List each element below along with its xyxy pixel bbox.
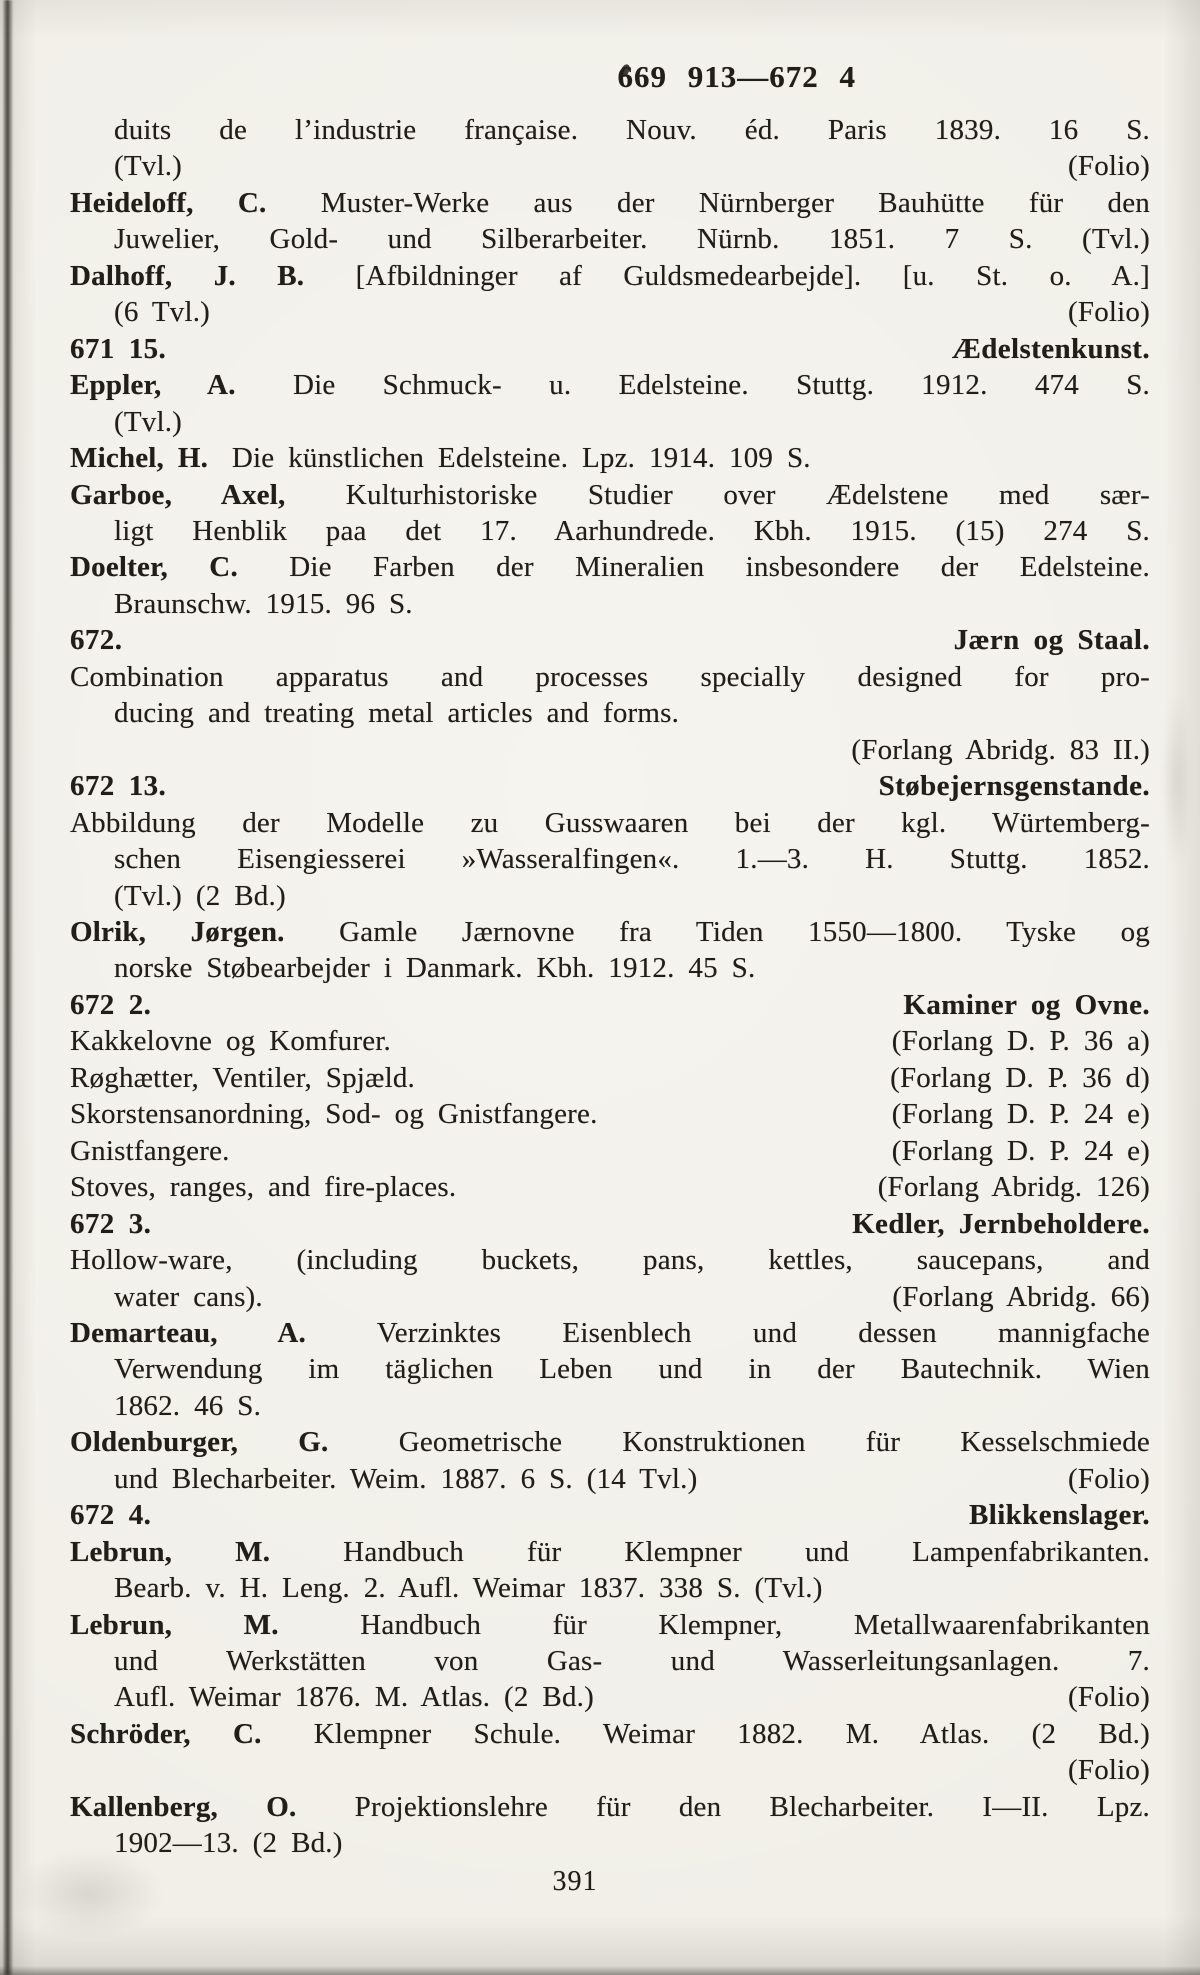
bib-line-text: und Blecharbeiter. Weim. 1887. 6 S. (14 Tvl.) <box>114 1462 698 1495</box>
page-number: 391 <box>552 1866 598 1897</box>
bib-author: Demarteau, A. <box>70 1316 307 1349</box>
bib-line-text: water cans). <box>114 1280 263 1313</box>
bib-entry-line <box>70 1789 1150 1825</box>
bib-entry-line <box>70 1388 1150 1424</box>
bib-entry-line <box>70 1315 1150 1351</box>
bib-author: Lebrun, M. <box>70 1535 271 1568</box>
section-title: Kedler, Jernbeholdere. <box>852 1207 1150 1240</box>
bib-line-text: Aufl. Weimar 1876. M. Atlas. (2 Bd.) <box>114 1681 594 1714</box>
bib-author: Garboe, Axel, <box>70 478 286 511</box>
bib-reference: (Forlang D. P. 36 a) <box>891 1025 1150 1058</box>
bib-line-text: Muster-Werke aus der Nürnberger Bauhütte für den <box>320 186 1150 219</box>
bib-entry-line <box>70 258 1150 294</box>
section-heading <box>70 331 1150 367</box>
bib-reference: (Forlang D. P. 24 e) <box>891 1134 1150 1167</box>
section-title: Jærn og Staal. <box>953 624 1150 657</box>
bib-line-text: Handbuch für Klempner, Metallwaarenfabrikanten <box>360 1608 1150 1641</box>
bib-reference: (Folio) <box>1068 1462 1150 1495</box>
section-number: 672 2. <box>70 988 152 1021</box>
bib-line-split <box>70 1279 1150 1315</box>
bib-line-text: Die künstlichen Edelsteine. Lpz. 1914. 109 S. <box>231 442 811 475</box>
bib-line-text: Combination apparatus and processes specially designed for pro- <box>70 660 1150 693</box>
bib-author: Eppler, A. <box>70 369 236 402</box>
bib-line-split <box>70 1023 1150 1059</box>
bib-line-text: (Tvl.) <box>114 405 183 438</box>
bib-line-text: Kakkelovne og Komfurer. <box>70 1025 391 1058</box>
bib-line-text: Gamle Jærnovne fra Tiden 1550—1800. Tyske og <box>339 915 1150 948</box>
bib-entry-line <box>70 841 1150 877</box>
bib-entry-line <box>70 805 1150 841</box>
bib-line-text: und Werkstätten von Gas- und Wasserleitungsanlagen. 7. <box>114 1645 1150 1678</box>
bib-line-text: 1902—13. (2 Bd.) <box>114 1827 343 1860</box>
bib-entry-line <box>70 1716 1150 1752</box>
bib-entry-line <box>70 1643 1150 1679</box>
section-title: Støbejernsgenstande. <box>878 770 1150 803</box>
bib-line-split <box>70 1060 1150 1096</box>
section-title: Ædelstenkunst. <box>951 332 1150 365</box>
bib-line-text: Verzinktes Eisenblech und dessen mannigfache <box>376 1316 1151 1349</box>
bib-line-split <box>70 1133 1150 1169</box>
bib-author: Schröder, C. <box>70 1717 262 1750</box>
bib-entry-line <box>70 1351 1150 1387</box>
bib-line-text: (Tvl.) <box>114 150 183 183</box>
bib-author: Michel, H. <box>70 442 209 475</box>
bib-entry-line <box>70 477 1150 513</box>
bib-line-text: Abbildung der Modelle zu Gusswaaren bei der kgl. Würtemberg- <box>70 806 1150 839</box>
bib-author: Olrik, Jørgen. <box>70 915 285 948</box>
bib-entry-line <box>70 1607 1150 1643</box>
bib-line-split <box>70 294 1150 330</box>
bib-entry-line <box>70 185 1150 221</box>
section-heading <box>70 987 1150 1023</box>
bib-reference: (Folio) <box>1068 150 1150 183</box>
scan-gutter-shadow <box>3 0 13 1975</box>
bib-line-split <box>70 1169 1150 1205</box>
bib-entry-line <box>70 1424 1150 1460</box>
page-content <box>70 57 1150 1862</box>
bib-line-text: Stoves, ranges, and fire-places. <box>70 1171 457 1204</box>
bib-author: Doelter, C. <box>70 551 238 584</box>
section-number: 672 4. <box>70 1499 152 1532</box>
bib-entry-line <box>70 221 1150 257</box>
bib-line-text: Projektionslehre für den Blecharbeiter. I—II. Lpz. <box>354 1790 1150 1823</box>
bib-line-text: Skorstensanordning, Sod- og Gnistfangere. <box>70 1098 598 1131</box>
bib-reference-line <box>70 732 1150 768</box>
bib-line-text: Geometrische Konstruktionen für Kesselschmiede <box>398 1426 1150 1459</box>
bib-line-text: Die Farben der Mineralien insbesondere der Edelsteine. <box>289 551 1150 584</box>
bib-line-text: Bearb. v. H. Leng. 2. Aufl. Weimar 1837. 338 S. (Tvl.) <box>114 1572 823 1605</box>
bib-line-text: (Tvl.) (2 Bd.) <box>114 879 286 912</box>
section-title: Kaminer og Ovne. <box>903 988 1150 1021</box>
bib-entry-line <box>70 659 1150 695</box>
section-heading <box>70 622 1150 658</box>
section-heading <box>70 1497 1150 1533</box>
scan-bottom-shadow <box>0 1966 1200 1975</box>
section-title: Blikkenslager. <box>969 1499 1150 1532</box>
section-number: 672. <box>70 624 123 657</box>
bib-author: Oldenburger, G. <box>70 1426 329 1459</box>
bib-entry-line <box>70 1242 1150 1278</box>
bib-line-text: Gnistfangere. <box>70 1134 230 1167</box>
bib-reference: (Forlang Abridg. 126) <box>877 1171 1150 1204</box>
bib-author: Heideloff, C. <box>70 186 267 219</box>
bib-line-text: Kulturhistoriske Studier over Ædelstene med sær- <box>345 478 1150 511</box>
bib-line-text: Die Schmuck- u. Edelsteine. Stuttg. 1912. 474 S. <box>292 369 1150 402</box>
bib-line-text: (6 Tvl.) <box>114 296 211 329</box>
bib-line-text: 1862. 46 S. <box>114 1389 262 1422</box>
section-number: 672 13. <box>70 770 167 803</box>
bib-line-text: ligt Henblik paa det 17. Aarhundrede. Kbh. 1915. (15) 274 S. <box>114 514 1150 547</box>
bib-entry-line <box>70 367 1150 403</box>
bib-line-text: Handbuch für Klempner und Lampenfabrikanten. <box>343 1535 1150 1568</box>
bib-entry-line <box>70 1534 1150 1570</box>
bib-line-split <box>70 1679 1150 1715</box>
section-heading <box>70 768 1150 804</box>
bib-entry-line <box>70 914 1150 950</box>
bib-line-text: Juwelier, Gold- und Silberarbeiter. Nürnb. 1851. 7 S. (Tvl.) <box>114 223 1150 256</box>
bib-line-split <box>70 1096 1150 1132</box>
bib-reference: (Folio) <box>1068 1681 1150 1714</box>
bib-reference: (Forlang Abridg. 83 II.) <box>851 733 1150 766</box>
bib-line-text: Verwendung im täglichen Leben und in der Bautechnik. Wien <box>114 1353 1150 1386</box>
bib-line-split <box>70 148 1150 184</box>
bib-entry-line <box>70 1825 1150 1861</box>
bib-entry-line <box>70 440 1150 476</box>
section-number: 671 15. <box>70 332 167 365</box>
running-head-classification: 669 913—672 4 <box>617 59 856 94</box>
scan-smudge <box>1162 690 1192 870</box>
bib-line-text: schen Eisengiesserei »Wasseralfingen«. 1.—3. H. Stuttg. 1852. <box>114 843 1150 876</box>
bib-author: Dalhoff, J. B. <box>70 259 305 292</box>
bib-line-text: duits de l’industrie française. Nouv. éd. Paris 1839. 16 S. <box>114 114 1150 146</box>
bib-line-text: ducing and treating metal articles and forms. <box>114 697 680 730</box>
bib-line-text: norske Støbearbejder i Danmark. Kbh. 1912. 45 S. <box>114 952 756 985</box>
bib-reference: (Folio) <box>1068 296 1150 329</box>
bib-entry-line <box>70 1570 1150 1606</box>
bibliography-entries <box>70 112 1150 1862</box>
bib-reference-line <box>70 1752 1150 1788</box>
bib-reference: (Forlang D. P. 36 d) <box>890 1061 1150 1094</box>
bib-entry-line <box>70 695 1150 731</box>
bib-entry-line <box>70 549 1150 585</box>
bib-line-text: [Afbildninger af Guldsmedearbejde]. [u. St. o. A.] <box>355 259 1150 292</box>
bib-line-text: Hollow-ware, (including buckets, pans, kettles, saucepans, and <box>70 1244 1150 1277</box>
bib-entry-line <box>70 404 1150 440</box>
bib-reference: (Forlang Abridg. 66) <box>892 1280 1150 1313</box>
bib-line-split <box>70 1461 1150 1497</box>
bib-entry-line <box>70 878 1150 914</box>
bib-author: Lebrun, M. <box>70 1608 279 1641</box>
bib-entry-line <box>70 950 1150 986</box>
bib-line-text: Røghætter, Ventiler, Spjæld. <box>70 1061 415 1094</box>
bib-line-text: Braunschw. 1915. 96 S. <box>114 587 413 620</box>
bib-entry-line <box>70 586 1150 622</box>
bib-reference: (Forlang D. P. 24 e) <box>891 1098 1150 1131</box>
section-number: 672 3. <box>70 1207 152 1240</box>
bib-entry-line <box>70 513 1150 549</box>
bib-entry-line <box>70 112 1150 148</box>
bib-line-text: Klempner Schule. Weimar 1882. M. Atlas. (2 Bd.) <box>313 1717 1150 1750</box>
bib-reference: (Folio) <box>1068 1754 1150 1787</box>
section-heading <box>70 1206 1150 1242</box>
bib-author: Kallenberg, O. <box>70 1790 297 1823</box>
